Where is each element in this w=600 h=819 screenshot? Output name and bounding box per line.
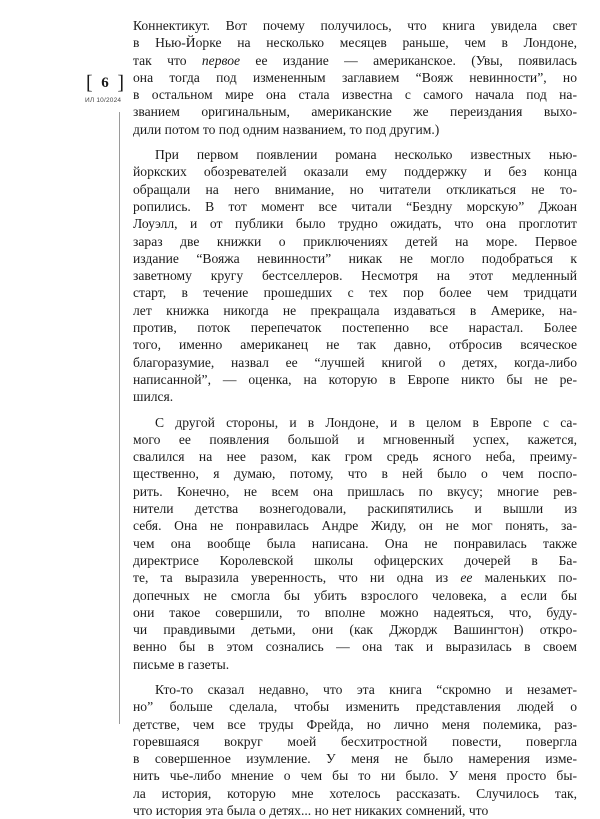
text-line: детстве, чем все труды Фрейда, но лично меня полемика, раз- — [133, 716, 577, 732]
text-line: дили потом то под одним названием, то под другим.) — [133, 121, 440, 137]
text-line: те, та выразила уверенность, что ни одна из ее маленьких по- — [133, 570, 577, 586]
text-line: написанной”, — оценка, на которую в Европе никто бы не ре- — [133, 371, 577, 387]
text-line: званием оригинальным, американские же переиздания выхо- — [133, 104, 577, 120]
text-line: лет книжка никогда не прекращала издаваться в Америке, на- — [133, 302, 577, 318]
page-number-box — [86, 74, 124, 92]
text-line: что история эта была о детях... но нет никаких сомнений, что — [133, 803, 489, 819]
paragraph-1 — [133, 17, 577, 138]
text-line: нители детства вознегодовали, раскипятились и вышли из — [133, 501, 577, 517]
bracket-left: [ — [86, 72, 93, 94]
vertical-rule — [119, 112, 120, 724]
text-line: заветному кругу бестселлеров. Несмотря на этот медленный — [133, 268, 577, 284]
text-line: С другой стороны, и в Лондоне, и в целом в Европе с са- — [155, 414, 577, 430]
text-line: в Нью-Йорке на несколько месяцев раньше, чем в Лондоне, — [133, 35, 577, 51]
text-line: При первом появлении романа несколько известных нью- — [155, 147, 577, 163]
text-line: шился. — [133, 389, 174, 405]
text-line: благоразумие, назвал ее “лучшей книгой о детях, когда-либо — [133, 354, 577, 370]
text-line: горевшаяся вокруг моей бесхитростной повести, повергла — [133, 733, 577, 749]
text-line: ропились. В тот момент все читали “Бездну морскую” Джоан — [133, 198, 577, 214]
text-line: щественно, я думаю, потому, что в ней было о чем поспо- — [133, 466, 577, 482]
text-line: в остальном мире она стала известна с самого начала под на- — [133, 87, 577, 103]
text-line: нить чье-либо мнение о чем бы то ни было. У меня просто бы- — [133, 768, 577, 784]
text-line: она тогда под измененным заглавием “Вояж невинности”, но — [133, 69, 577, 85]
text-line: свалился на нее разом, как гром средь ясного неба, преиму- — [133, 449, 577, 465]
paragraph-gap — [133, 406, 577, 414]
text-line: Лоуэлл, и от публики было трудно ожидать, что она проглотит — [133, 216, 577, 232]
page-margin — [0, 0, 130, 750]
text-line: они такое совершили, то вполне можно надеяться, что, буду- — [133, 604, 577, 620]
text-line: издание “Вояжа невинности” никак не могло подобраться к — [133, 250, 577, 266]
text-line: в совершенное изумление. У меня не было намерения изме- — [133, 751, 577, 767]
text-line: директрисе Королевской школы офицерских дочерей в Ба- — [133, 552, 577, 568]
text-line: зараз две книжки о приключениях детей на море. Первое — [133, 233, 577, 249]
text-line: чи правдивыми детьми, они (как Джордж Вашингтон) откро- — [133, 622, 577, 638]
page-number: 6 — [101, 75, 109, 91]
paragraph-3 — [133, 414, 577, 673]
text-line: чем она вообще была написана. Она не понравилась также — [133, 535, 577, 551]
text-line: себя. Она не понравилась Андре Жиду, он не мог понять, за- — [133, 518, 577, 534]
text-line: Кто-то сказал недавно, что эта книга “скромно и незамет- — [155, 681, 577, 697]
text-line: ла история, которую мне хотелось рассказать. Случилось так, — [133, 785, 577, 801]
bracket-right: ] — [117, 72, 124, 94]
text-line: того, именно американец не так давно, отбросив всяческое — [133, 337, 577, 353]
text-line: так что первое ее издание — американское. (Увы, появилась — [133, 52, 577, 68]
paragraph-gap — [133, 673, 577, 681]
text-line: обращали на него внимание, но читатели откликаться не то- — [133, 181, 577, 197]
text-column — [133, 17, 577, 819]
paragraph-2 — [133, 146, 577, 405]
text-line: Коннектикут. Вот почему получилось, что книга увидела свет — [133, 18, 577, 33]
text-line: допечных не смогла бы убить взрослого человека, а если бы — [133, 587, 577, 603]
text-line: мого ее появления большой и мгновенный успех, кажется, — [133, 431, 577, 447]
issue-label: ИЛ 10/2024 — [85, 97, 122, 104]
text-line: венно бы в этом сознались — она так и выразилась в своем — [133, 639, 577, 655]
text-line: против, поток перепечаток постепенно все нарастал. Более — [133, 320, 577, 336]
text-line: письме в газеты. — [133, 656, 230, 672]
text-line: старт, в течение прошедших с тех пор более чем тридцати — [133, 285, 577, 301]
text-line: рить. Конечно, не всем она пришлась по вкусу; многие рев- — [133, 483, 577, 499]
text-line: йоркских обозревателей оказали ему поддержку и без конца — [133, 164, 577, 180]
paragraph-gap — [133, 138, 577, 146]
text-line: но” больше сделала, чтобы изменить представления людей о — [133, 699, 577, 715]
